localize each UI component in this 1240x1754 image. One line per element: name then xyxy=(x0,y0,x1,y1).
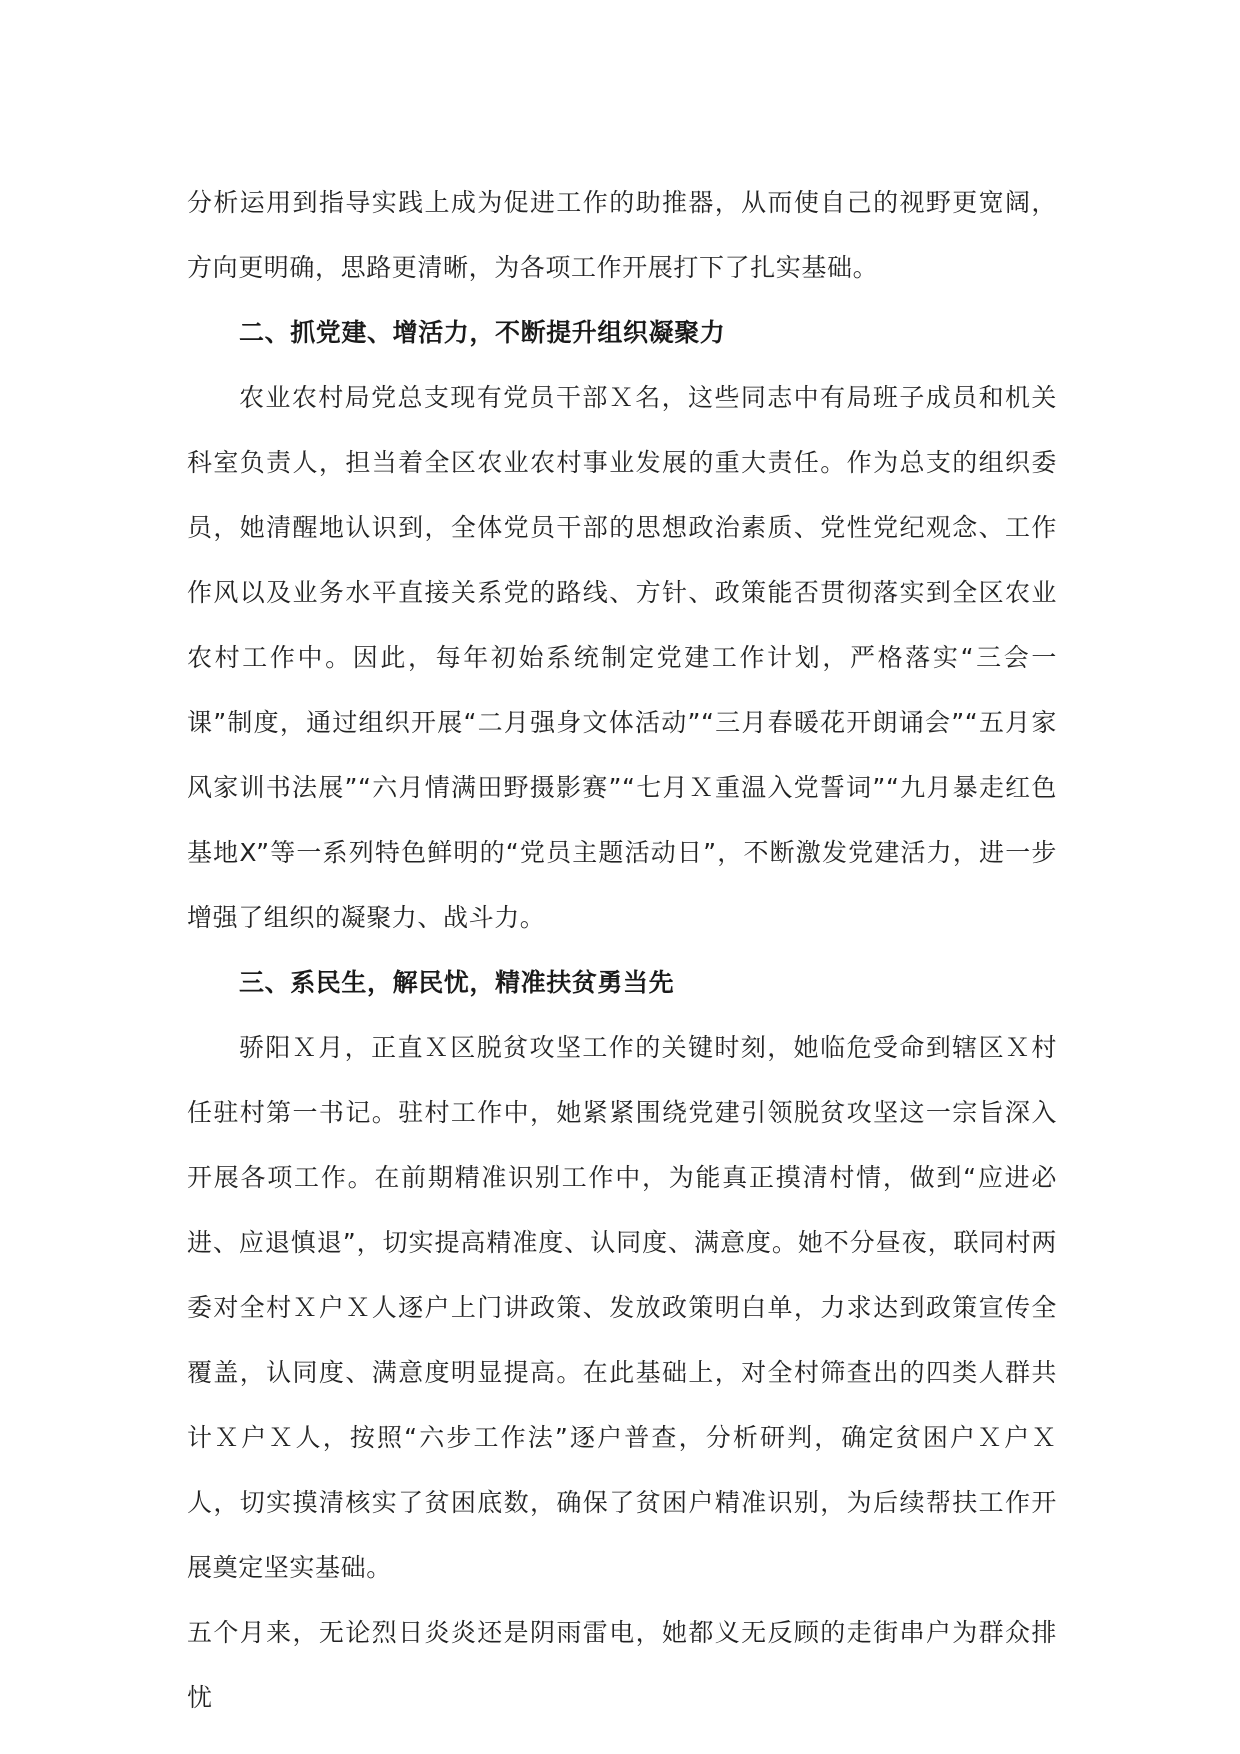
document-body xyxy=(187,170,1057,1730)
section-heading-party-building: 二、抓党建、增活力，不断提升组织凝聚力 xyxy=(239,318,726,347)
paragraph-five-months: 五个月来，无论烈日炎炎还是阴雨雷电，她都义无反顾的走街串户为群众排忧 xyxy=(187,1618,1057,1712)
section-heading-poverty-alleviation: 三、系民生，解民忧，精准扶贫勇当先 xyxy=(239,968,675,997)
paragraph-continuation: 分析运用到指导实践上成为促进工作的助推器，从而使自己的视野更宽阔，方向更明确，思路更清晰，为各项工作开展打下了扎实基础。 xyxy=(187,188,1057,282)
paragraph-poverty-alleviation: 骄阳Ｘ月，正直Ｘ区脱贫攻坚工作的关键时刻，她临危受命到辖区Ｘ村任驻村第一书记。驻村工作中，她紧紧围绕党建引领脱贫攻坚这一宗旨深入开展各项工作。在前期精准识别工作中，为能真正摸清村情，做到“应进必进、应退慎退”，切实提高精准度、认同度、满意度。她不分昼夜，联同村两委对全村Ｘ户Ｘ人逐户上门讲政策、发放政策明白单，力求达到政策宣传全覆盖，认同度、满意度明显提高。在此基础上，对全村筛查出的四类人群共计Ｘ户Ｘ人，按照“六步工作法”逐户普查，分析研判，确定贫困户Ｘ户Ｘ人，切实摸清核实了贫困底数，确保了贫困户精准识别，为后续帮扶工作开展奠定坚实基础。 xyxy=(187,1033,1057,1582)
paragraph-party-building: 农业农村局党总支现有党员干部Ｘ名，这些同志中有局班子成员和机关科室负责人，担当着全区农业农村事业发展的重大责任。作为总支的组织委员，她清醒地认识到，全体党员干部的思想政治素质、党性党纪观念、工作作风以及业务水平直接关系党的路线、方针、政策能否贯彻落实到全区农业农村工作中。因此，每年初始系统制定党建工作计划，严格落实“三会一课”制度，通过组织开展“二月强身文体活动”“三月春暖花开朗诵会”“五月家风家训书法展”“六月情满田野摄影赛”“七月Ｘ重温入党誓词”“九月暴走红色基地X”等一系列特色鲜明的“党员主题活动日”，不断激发党建活力，进一步增强了组织的凝聚力、战斗力。 xyxy=(187,383,1057,932)
